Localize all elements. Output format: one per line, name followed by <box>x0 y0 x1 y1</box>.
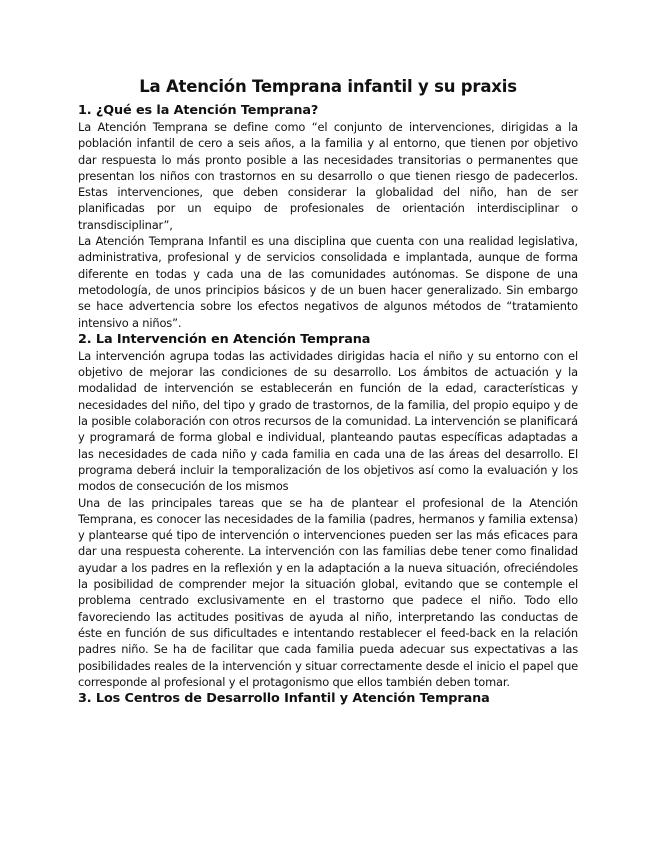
section-2-paragraph-2: Una de las principales tareas que se ha de plantear el profesional de la Atención Temprana, es conocer las necesidades de la familia (padres, hermanos y familia extensa) y plantearse qué tipo de intervención o intervenciones pueden ser las más eficaces para dar una respuesta coherente. La intervención con las familias debe tener como finalidad ayudar a los padres en la reflexión y en la adaptación a la nueva situación, ofreciéndoles la posibilidad de comprender mejor la situación global, evitando que se contemple el problema centrado exclusivamente en el trastorno que padece el niño. Todo ello favoreciendo las actitudes positivas de ayuda al niño, interpretando las conductas de éste en función de sus dificultades e intentando restablecer el feed-back en la relación padres niño. Se ha de facilitar que cada familia pueda adecuar sus expectativas a las posibilidades reales de la intervención y situar correctamente desde el inicio el papel que corresponde al profesional y el protagonismo que ellos también deben tomar. <box>78 495 578 689</box>
section-1-paragraph-2: La Atención Temprana Infantil es una disciplina que cuenta con una realidad legislativa, administrativa, profesional y de servicios consolidada e implantada, aunque de forma diferente en todas y cada una de las comunidades autónomas. Se dispone de una metodología, de unos principios básicos y de un buen hacer generalizado. Sin embargo se hace advertencia sobre los efectos negativos de algunos métodos de “tratamiento intensivo a niños”. <box>78 234 578 330</box>
section-1-paragraph-1: La Atención Temprana se define como “el conjunto de intervenciones, dirigidas a la población infantil de cero a seis años, a la familia y al entorno, que tienen por objetivo dar respuesta lo más pronto posible a las necesidades transitorias o permanentes que presentan los niños con trastornos en su desarrollo o que tienen riesgo de padecerlos. Estas intervenciones, que deben considerar la globalidad del niño, han de ser planificadas por un equipo de profesionales de orientación interdisciplinar o transdisciplinar”, <box>78 120 578 232</box>
section-heading-2: 2. La Intervención en Atención Temprana <box>78 331 371 347</box>
document-title: La Atención Temprana infantil y su praxis <box>139 77 517 96</box>
section-2-paragraph-1: La intervención agrupa todas las actividades dirigidas hacia el niño y su entorno con el objetivo de mejorar las condiciones de su desarrollo. Los ámbitos de actuación y la modalidad de intervención se establecerán en función de la edad, características y necesidades del niño, del tipo y grado de trastornos, de la familia, del propio equipo y de la posible colaboración con otros recursos de la comunidad. La intervención se planificará y programará de forma global e individual, planteando pautas específicas adaptadas a las necesidades de cada niño y cada familia en cada una de las áreas del desarrollo. El programa deberá incluir la temporalización de los objetivos así como la evaluación y los modos de consecución de los mismos <box>78 348 578 494</box>
document-page <box>78 76 578 707</box>
section-heading-1: 1. ¿Qué es la Atención Temprana? <box>78 103 319 118</box>
section-heading-3: 3. Los Centros de Desarrollo Infantil y Atención Temprana <box>78 691 490 707</box>
